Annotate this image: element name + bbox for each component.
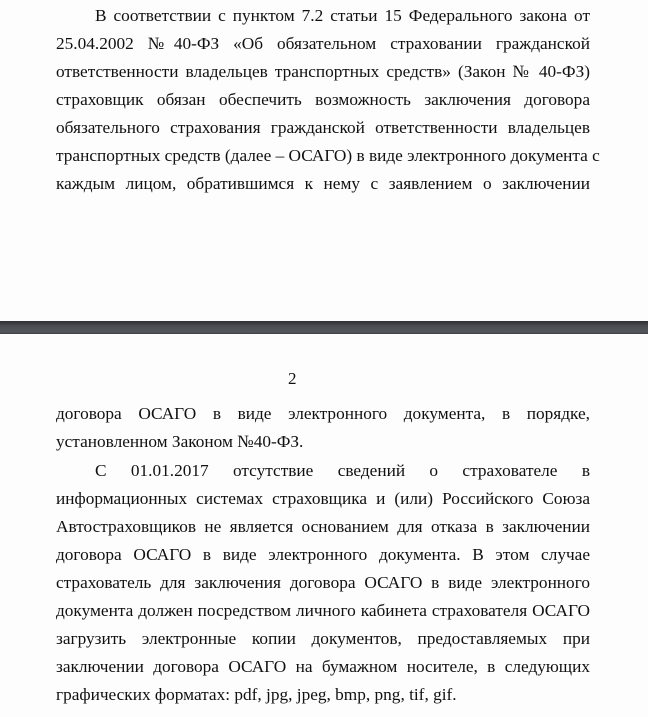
paragraph-line: информационных системах страховщика и (или) Российского Союза bbox=[56, 489, 590, 508]
document-page-2 bbox=[0, 334, 648, 717]
paragraph-line: документа должен посредством личного кабинета страхователя ОСАГО bbox=[56, 601, 590, 620]
paragraph-line: загрузить электронные копии документов, предоставляемых при bbox=[56, 629, 590, 648]
paragraph-line: страхователь для заключения договора ОСАГО в виде электронного bbox=[56, 573, 590, 592]
paragraph-line: договора ОСАГО в виде электронного документа, в порядке, bbox=[56, 404, 590, 423]
document-page-1 bbox=[0, 0, 648, 321]
page-separator bbox=[0, 321, 648, 334]
paragraph-line: обязательного страхования гражданской ответственности владельцев bbox=[56, 118, 590, 137]
paragraph-line: заключении договора ОСАГО на бумажном носителе, в следующих bbox=[56, 657, 590, 676]
paragraph-line: графических форматах: pdf, jpg, jpeg, bmp, png, tif, gif. bbox=[56, 685, 457, 704]
paragraph-line: договора ОСАГО в виде электронного документа. В этом случае bbox=[56, 545, 590, 564]
paragraph-line: страховщик обязан обеспечить возможность заключения договора bbox=[56, 90, 590, 109]
paragraph-line: каждым лицом, обратившимся к нему с заявлением о заключении bbox=[56, 174, 590, 193]
paragraph-line: 25.04.2002 №40-ФЗ «Об обязательном страховании гражданской bbox=[56, 34, 590, 53]
paragraph-line: ответственности владельцев транспортных средств» (Закон № 40-ФЗ) bbox=[56, 62, 590, 81]
paragraph-line: установленном Законом №40-ФЗ. bbox=[56, 432, 304, 451]
page-number: 2 bbox=[288, 369, 297, 388]
paragraph-line: С 01.01.2017 отсутствие сведений о страхователе в bbox=[95, 461, 590, 480]
paragraph-line: Автостраховщиков не является основанием для отказа в заключении bbox=[56, 517, 590, 536]
paragraph-line: В соответствии с пунктом 7.2 статьи 15 Федерального закона от bbox=[95, 6, 590, 25]
paragraph-line: транспортных средств (далее – ОСАГО) в виде электронного документа с bbox=[56, 146, 600, 165]
